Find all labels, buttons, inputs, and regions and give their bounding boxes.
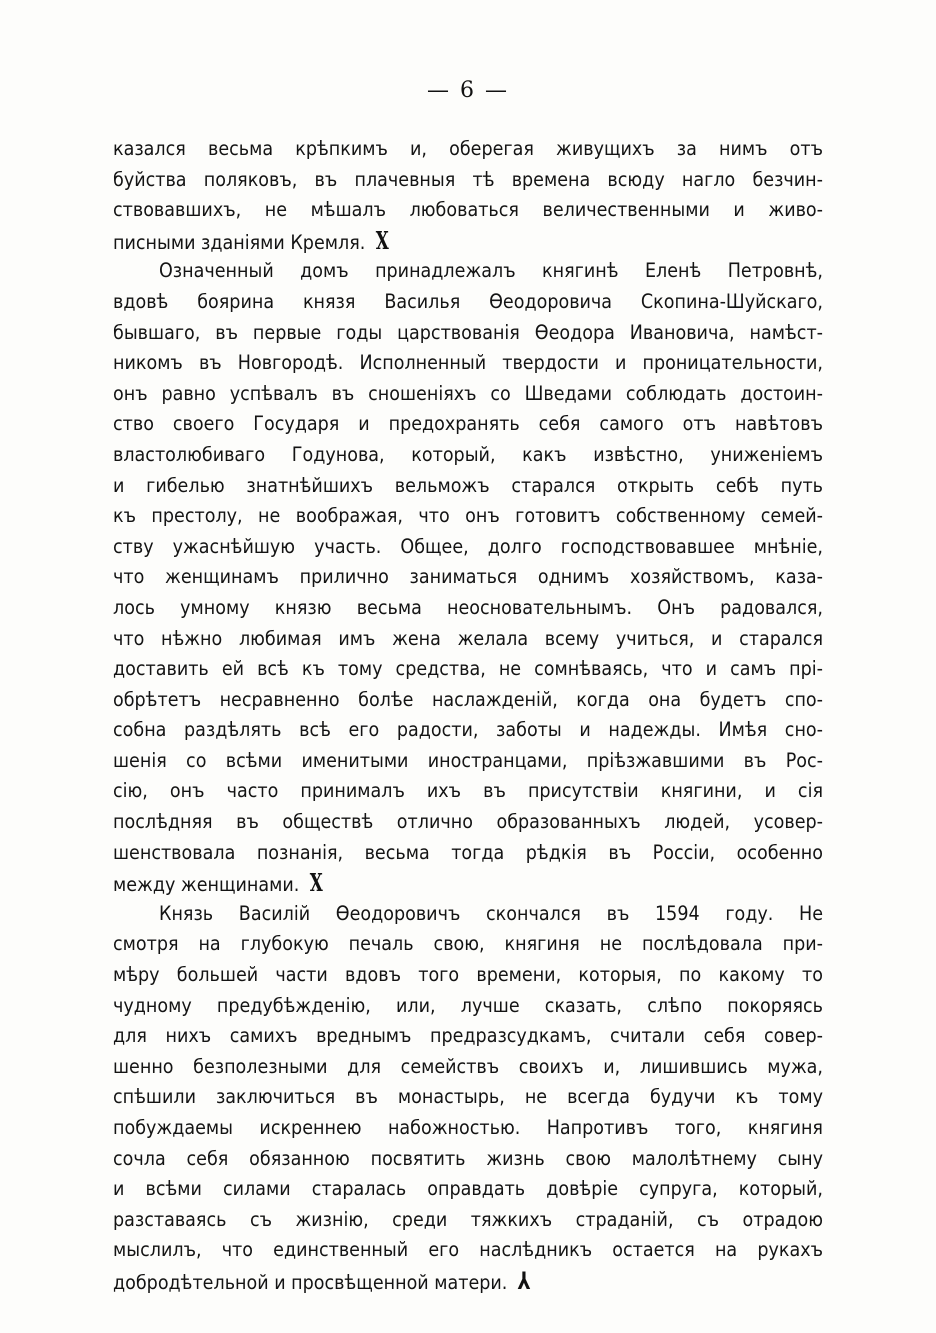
text-line — [113, 991, 823, 1022]
line-text: вдовѣ боярина князя Василья Ѳеодоровича Скопина-Шуйскаго, — [113, 289, 823, 313]
line-text: шенствовала познанія, весьма тогда рѣдкія въ Россіи, особенно — [113, 840, 823, 864]
line-text: бывшаго, въ первые годы царствованія Ѳеодора Ивановича, намѣст- — [113, 320, 823, 344]
text-line — [113, 1082, 823, 1113]
text-line — [113, 134, 823, 165]
line-text: писными зданіями Кремля. — [113, 230, 366, 254]
text-line — [113, 256, 823, 287]
text-line — [113, 1144, 823, 1175]
line-text: доставить ей всѣ къ тому средства, не сомнѣваясь, что и самъ прі- — [113, 657, 823, 681]
line-text: между женщинами. — [113, 873, 300, 897]
handwritten-mark-icon: X — [310, 868, 324, 898]
line-text: Означенный домъ принадлежалъ княгинѣ Еленѣ Петровнѣ, — [159, 259, 823, 283]
text-line — [113, 287, 823, 318]
line-text: сію, онъ часто принималъ ихъ въ присутствіи княгини, и сія — [113, 779, 823, 803]
line-text: смотря на глубокую печаль свою, княгиня не послѣдовала при- — [113, 932, 823, 956]
text-line — [113, 960, 823, 991]
text-line — [113, 318, 823, 349]
paragraph — [113, 899, 823, 1297]
text-line — [113, 195, 823, 226]
text-line — [113, 471, 823, 502]
line-text: что женщинамъ прилично заниматься однимъ хозяйствомъ, каза- — [113, 565, 823, 589]
text-line — [113, 1205, 823, 1236]
line-text: онъ равно успѣвалъ въ сношеніяхъ со Шведами соблюдать достоин- — [113, 381, 823, 405]
line-text: мыслилъ, что единственный его наслѣдникъ остается на рукахъ — [113, 1238, 823, 1262]
handwritten-mark-icon: ⅄ — [518, 1265, 531, 1295]
text-line — [113, 1052, 823, 1083]
line-text: ству ужаснѣйшую участь. Общее, долго господствовавшее мнѣніе, — [113, 534, 823, 558]
line-text: шенія со всѣми именитыми иностранцами, пріѣзжавшими въ Рос- — [113, 748, 823, 772]
text-line — [113, 624, 823, 655]
text-line — [113, 929, 823, 960]
line-text: спѣшили заключиться въ монастырь, не всегда будучи къ тому — [113, 1085, 823, 1109]
line-text: и гибелью знатнѣйшихъ вельможъ старался открыть себѣ путь — [113, 473, 823, 497]
text-line — [113, 776, 823, 807]
text-line — [113, 409, 823, 440]
text-line — [113, 1021, 823, 1052]
line-text: къ престолу, не воображая, что онъ готовитъ собственному семей- — [113, 504, 823, 528]
line-text: лось умному князю весьма неосновательнымъ. Онъ радовался, — [113, 595, 823, 619]
text-line — [113, 1266, 823, 1297]
line-text: послѣдняя въ обществѣ отлично образованныхъ людей, усовер- — [113, 810, 823, 834]
line-text: шенно безполезными для семействъ своихъ и, лишившись мужа, — [113, 1054, 823, 1078]
line-text: властолюбиваго Годунова, который, какъ извѣстно, униженіемъ — [113, 442, 823, 466]
line-text: никомъ въ Новгородѣ. Исполненный твердости и проницательности, — [113, 351, 823, 375]
text-line — [113, 562, 823, 593]
line-text: и всѣми силами старалась оправдать довѣріе супруга, который, — [113, 1177, 823, 1201]
text-line — [113, 1174, 823, 1205]
page-number: — 6 — — [427, 78, 509, 103]
line-text: мѣру большей части вдовъ того времени, которыя, по какому то — [113, 963, 823, 987]
line-text: Князь Василій Ѳеодоровичъ скончался въ 1594 году. Не — [159, 901, 823, 925]
text-line — [113, 348, 823, 379]
line-text: чудному предубѣжденію, или, лучше сказать, слѣпо покоряясь — [113, 993, 823, 1017]
text-line — [113, 1235, 823, 1266]
text-line — [113, 379, 823, 410]
paragraph — [113, 256, 823, 898]
line-text: добродѣтельной и просвѣщенной матери. — [113, 1270, 508, 1294]
line-text: разставаясь съ жизнію, среди тяжкихъ страданій, съ отрадою — [113, 1207, 823, 1231]
line-text: побуждаемы искреннею набожностью. Напротивъ того, княгиня — [113, 1116, 823, 1139]
line-text: ствовавшихъ, не мѣшалъ любоваться величественными и живо- — [113, 198, 823, 222]
line-text: обрѣтетъ несравненно болѣе наслажденій, когда она будетъ спо- — [113, 687, 823, 711]
line-text: сочла себя обязанною посвятить жизнь свою малолѣтнему сыну — [113, 1146, 823, 1170]
line-text: что нѣжно любимая имъ жена желала всему учиться, и старался — [113, 626, 823, 650]
text-line — [113, 532, 823, 563]
line-text: буйства поляковъ, въ плачевныя тѣ времена всюду нагло безчин- — [113, 167, 823, 191]
text-line — [113, 440, 823, 471]
line-text: казался весьма крѣпкимъ и, оберегая живущихъ за нимъ отъ — [113, 137, 823, 160]
text-line — [113, 165, 823, 196]
text-line — [113, 654, 823, 685]
line-text: для нихъ самихъ вреднымъ предразсудкамъ, считали себя совер- — [113, 1024, 823, 1048]
text-line — [113, 593, 823, 624]
handwritten-mark-icon: X — [376, 225, 390, 255]
text-line — [113, 715, 823, 746]
text-line — [113, 501, 823, 532]
text-line — [113, 899, 823, 930]
text-line — [113, 807, 823, 838]
text-line — [113, 746, 823, 777]
text-line — [113, 685, 823, 716]
line-text: собна раздѣлять всѣ его радости, заботы и надежды. Имѣя сно- — [113, 718, 823, 742]
text-line — [113, 838, 823, 869]
paragraph — [113, 134, 823, 256]
text-line — [113, 868, 823, 899]
text-line — [113, 226, 823, 257]
text-line — [113, 1113, 823, 1144]
line-text: ство своего Государя и предохранять себя самого отъ навѣтовъ — [113, 412, 823, 436]
body-text — [113, 134, 823, 1297]
